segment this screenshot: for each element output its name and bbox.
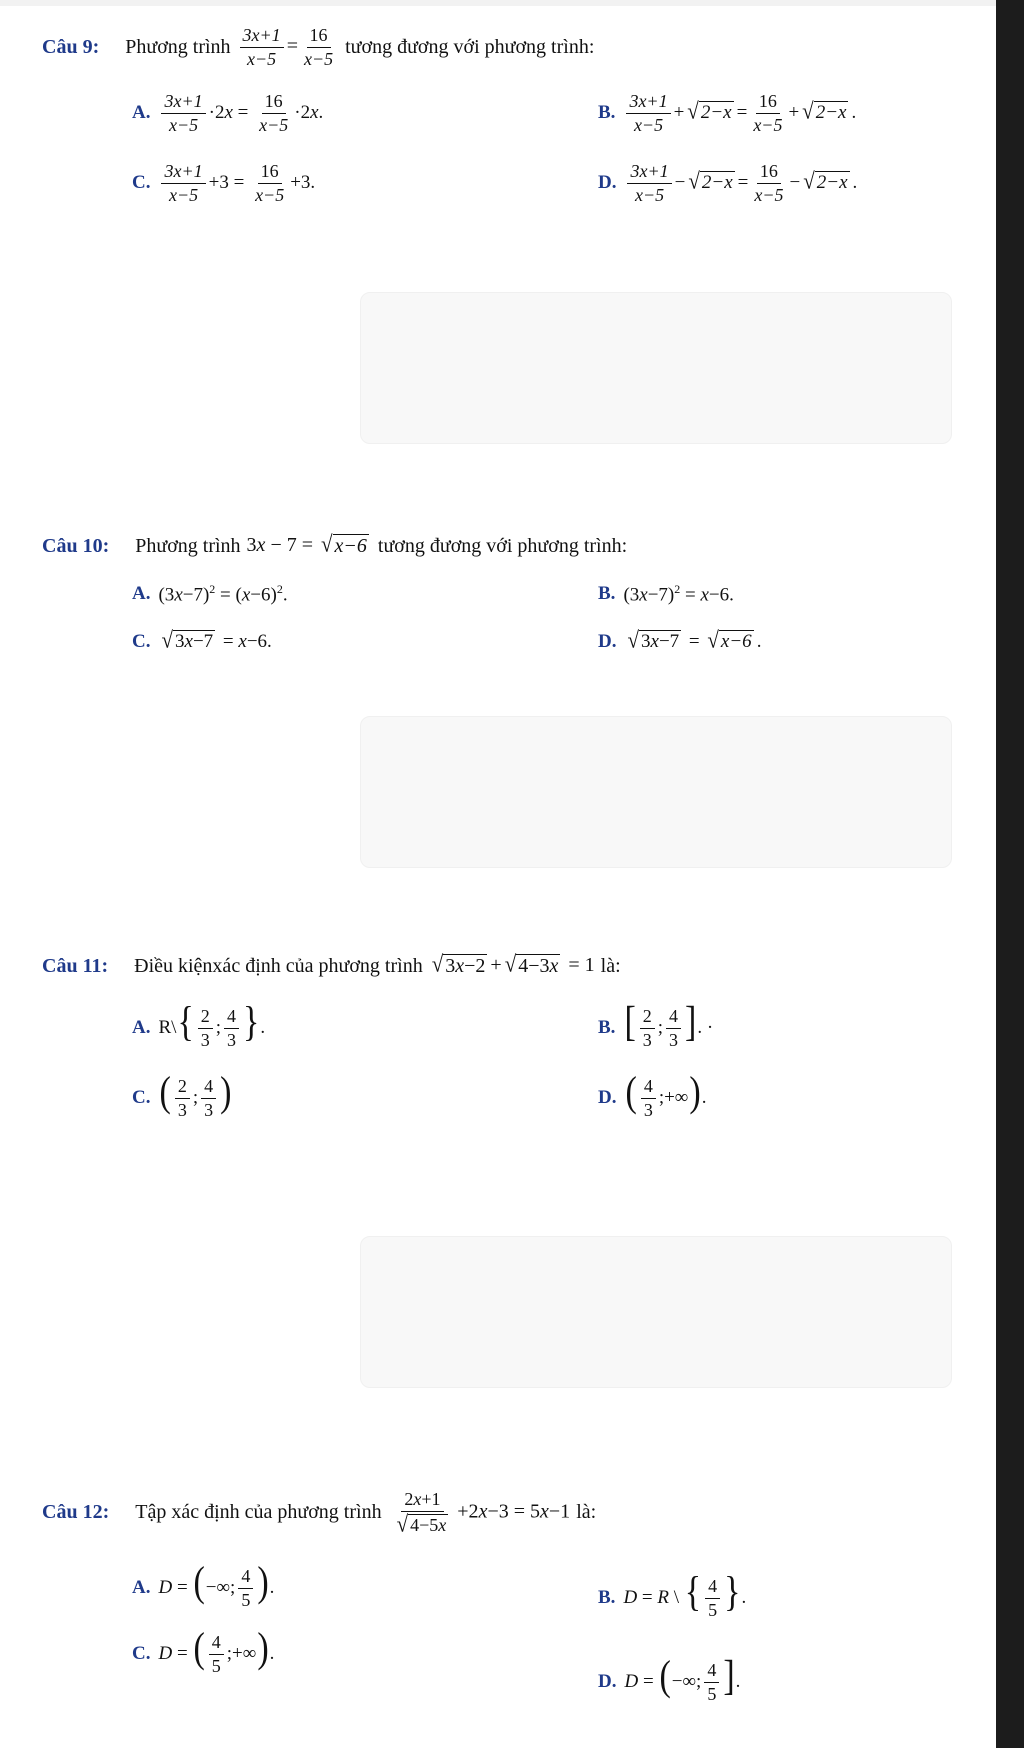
option-c[interactable] — [132, 1069, 232, 1121]
stem-suffix: là: — [576, 1501, 597, 1524]
option-label: A. — [132, 1017, 151, 1039]
option-c[interactable] — [132, 626, 272, 654]
question-number: Câu 10: — [42, 534, 110, 557]
question-9 — [0, 0, 990, 220]
right-frame-edge — [996, 0, 1024, 1748]
question-10-stem — [42, 530, 628, 558]
option-math: √ 3x−7 = x−6. — [161, 626, 272, 654]
option-math: √ 3x−7 = √ x−6 . — [627, 626, 762, 654]
option-math: [ $\frac{2}{3}$ ; $\frac{4}{3}$ ]. · — [624, 999, 714, 1051]
stem-suffix: tương đương với phương trình: — [377, 534, 628, 557]
blank-panel — [360, 716, 952, 868]
option-a[interactable] — [132, 999, 266, 1051]
option-math: ( $\frac{2}{3}$ ; $\frac{4}{3}$ ) — [159, 1069, 232, 1121]
option-c[interactable] — [132, 1625, 275, 1677]
question-number: Câu 11: — [42, 954, 109, 977]
option-a[interactable] — [132, 92, 323, 135]
question-12 — [0, 1470, 990, 1730]
question-9-stem — [42, 26, 594, 69]
option-label: B. — [598, 1587, 616, 1609]
option-label: A. — [132, 583, 151, 605]
option-d[interactable] — [598, 162, 857, 205]
blank-panel — [360, 292, 952, 444]
option-label: D. — [598, 1087, 617, 1109]
option-math: D = ( $\frac{4}{5}$ ;+∞). — [158, 1625, 275, 1677]
option-label: C. — [132, 1087, 151, 1109]
option-label: B. — [598, 1017, 616, 1039]
option-math: $(3x-7)^2 = (x-6)^2$. — [158, 582, 288, 606]
option-label: B. — [598, 102, 616, 124]
option-c[interactable] — [132, 162, 315, 205]
stem-equation: $\frac{3x+1}{x-5}$ = $\frac{16}{x-5}$ — [237, 26, 340, 69]
option-b[interactable] — [598, 582, 734, 606]
option-math: $\frac{3x+1}{x-5}$ ·2x = $\frac{16}{x-5}$ ·2x. — [158, 92, 323, 135]
question-11-stem — [42, 950, 621, 978]
question-11 — [0, 940, 990, 1120]
option-math: D = (−∞; $\frac{4}{5}$ ]. — [624, 1653, 741, 1705]
option-label: A. — [132, 1577, 151, 1599]
option-label: A. — [132, 102, 151, 124]
stem-prefix: Phương trình — [135, 534, 241, 557]
option-b[interactable] — [598, 1569, 747, 1621]
question-10 — [0, 520, 990, 660]
stem-prefix: Tập xác định của phương trình — [135, 1501, 382, 1524]
option-a[interactable] — [132, 582, 288, 606]
option-math: $\frac{3x+1}{x-5}$ − √ 2−x = $\frac{16}{x-5}$ − √ 2−x . — [624, 162, 857, 205]
option-b[interactable] — [598, 92, 856, 135]
stem-prefix: Phương trình — [125, 35, 231, 58]
option-label: C. — [132, 172, 151, 194]
stem-suffix: tương đương với phương trình: — [345, 35, 595, 58]
option-d[interactable] — [598, 1069, 707, 1121]
stem-suffix: là: — [600, 954, 621, 977]
option-label: D. — [598, 1671, 617, 1693]
option-label: C. — [132, 1643, 151, 1665]
option-label: B. — [598, 583, 616, 605]
option-label: C. — [132, 630, 151, 652]
option-math: D = R \ { $\frac{4}{5}$ }. — [623, 1569, 747, 1621]
option-math: $(3x-7)^2 = x-6$. — [623, 582, 734, 606]
option-math: R\{ $\frac{2}{3}$ ; $\frac{4}{3}$ }. — [158, 999, 266, 1051]
option-math: $\frac{3x+1}{x-5}$ + √ 2−x = $\frac{16}{x-5}$ + √ 2−x . — [623, 92, 856, 135]
option-math: ( $\frac{4}{3}$ ;+∞). — [625, 1069, 707, 1121]
option-d[interactable] — [598, 626, 762, 654]
option-label: D. — [598, 172, 617, 194]
question-number: Câu 12: — [42, 1501, 110, 1524]
option-b[interactable] — [598, 999, 714, 1051]
option-math: $\frac{3x+1}{x-5}$ +3 = $\frac{16}{x-5}$ +3. — [158, 162, 315, 205]
stem-equation: √ 3x−2 + √ 4−3x = 1 — [431, 950, 595, 977]
option-d[interactable] — [598, 1653, 741, 1705]
option-math: D = (−∞; $\frac{4}{5}$ ). — [158, 1559, 275, 1611]
question-number: Câu 9: — [42, 35, 100, 58]
stem-prefix: Điều kiệnxác định của phương trình — [134, 954, 423, 977]
stem-equation: 2x+1 √ 4−5x +2x−3 = 5x−1 — [396, 1489, 571, 1538]
option-a[interactable] — [132, 1559, 275, 1611]
blank-panel — [360, 1236, 952, 1388]
stem-equation: 3x − 7 = √ x−6 — [246, 530, 367, 557]
option-label: D. — [598, 630, 617, 652]
question-12-stem — [42, 1490, 596, 1536]
